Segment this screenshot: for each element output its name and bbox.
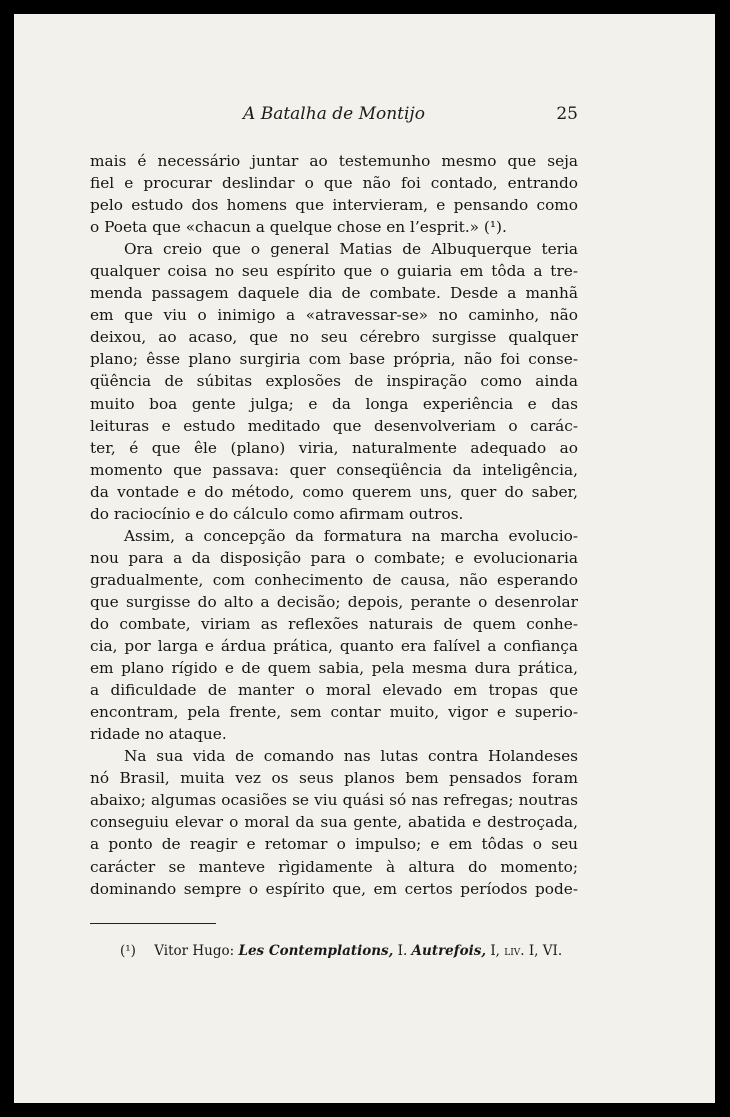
text-line: muito boa gente julga; e da longa experiência e das	[90, 394, 578, 413]
text-line: qüência de súbitas explosões de inspiração como ainda	[90, 372, 578, 391]
footnote-reference: I.	[397, 943, 408, 959]
text-line: a ponto de reagir e retomar o impulso; e em tôdas o seu	[90, 835, 578, 854]
text-line: mais é necessário juntar ao testemunho mesmo que seja	[90, 152, 578, 170]
text-line: do raciocínio e do cálculo como afirmam outros.	[90, 504, 464, 523]
text-line: o Poeta que «chacun a quelque chose en l’esprit.» (¹).	[90, 218, 507, 237]
text-line: da vontade e do método, como querem uns, quer do saber,	[90, 482, 578, 501]
text-line: Na sua vida de comando nas lutas contra Holandeses	[124, 747, 578, 766]
text-line: plano; êsse plano surgiria com base própria, não foi conse-	[90, 350, 578, 369]
text-line: em que viu o inimigo a «atravessar-se» no caminho, não	[90, 306, 578, 325]
text-line: qualquer coisa no seu espírito que o guiaria em tôda a tre-	[90, 262, 578, 281]
text-line: cia, por larga e árdua prática, quanto era falível a confiança	[90, 637, 578, 656]
text-line: fiel e procurar deslindar o que não foi contado, entrando	[90, 174, 578, 193]
text-line: abaixo; algumas ocasiões se viu quási só nas refregas; noutras	[90, 791, 578, 810]
footnote-section-title: Autrefois,	[411, 943, 487, 959]
body-text	[90, 150, 578, 900]
text-line: a dificuldade de manter o moral elevado em tropas que	[90, 681, 578, 700]
text-line: momento que passava: quer conseqüência da inteligência,	[90, 460, 578, 479]
text-line: ter, é que êle (plano) viria, naturalmente adequado ao	[90, 438, 578, 457]
running-head	[90, 104, 578, 128]
text-line: ridade no ataque.	[90, 725, 227, 744]
footnote-rule	[90, 923, 216, 924]
footnote-marker: (¹)	[120, 943, 136, 959]
text-line: leituras e estudo meditado que desenvolveriam o carác-	[90, 416, 578, 435]
page-number: 25	[556, 104, 578, 124]
footnote-author: Vitor Hugo:	[154, 943, 235, 959]
text-line: deixou, ao acaso, que no seu cérebro surgisse qualquer	[90, 328, 578, 347]
footnote-work-title: Les Contemplations,	[238, 943, 394, 959]
text-line: gradualmente, com conhecimento de causa, não esperando	[90, 570, 578, 589]
page-title: A Batalha de Montijo	[243, 104, 425, 124]
text-line: pelo estudo dos homens que intervieram, e pensando como	[90, 196, 578, 215]
text-line: nó Brasil, muita vez os seus planos bem pensados foram	[90, 769, 578, 788]
book-page	[14, 14, 715, 1103]
text-line: nou para a da disposição para o combate; e evolucionaria	[90, 548, 578, 567]
text-line: do combate, viriam as reflexões naturais de quem conhe-	[90, 614, 578, 633]
text-line: menda passagem daquele dia de combate. Desde a manhã	[90, 284, 578, 303]
footnote-reference: I, liv. I, VI.	[490, 943, 563, 959]
footnote	[120, 943, 600, 959]
text-line: carácter se manteve rìgidamente à altura do momento;	[90, 857, 578, 876]
text-line: Assim, a concepção da formatura na marcha evolucio-	[124, 526, 578, 545]
text-line: Ora creio que o general Matias de Albuquerque teria	[124, 240, 578, 259]
text-line: dominando sempre o espírito que, em certos períodos pode-	[90, 879, 578, 898]
text-line: conseguiu elevar o moral da sua gente, abatida e destroçada,	[90, 813, 578, 832]
text-line: em plano rígido e de quem sabia, pela mesma dura prática,	[90, 659, 578, 678]
text-line: que surgisse do alto a decisão; depois, perante o desenrolar	[90, 592, 578, 611]
text-line: encontram, pela frente, sem contar muito, vigor e superio-	[90, 703, 578, 722]
